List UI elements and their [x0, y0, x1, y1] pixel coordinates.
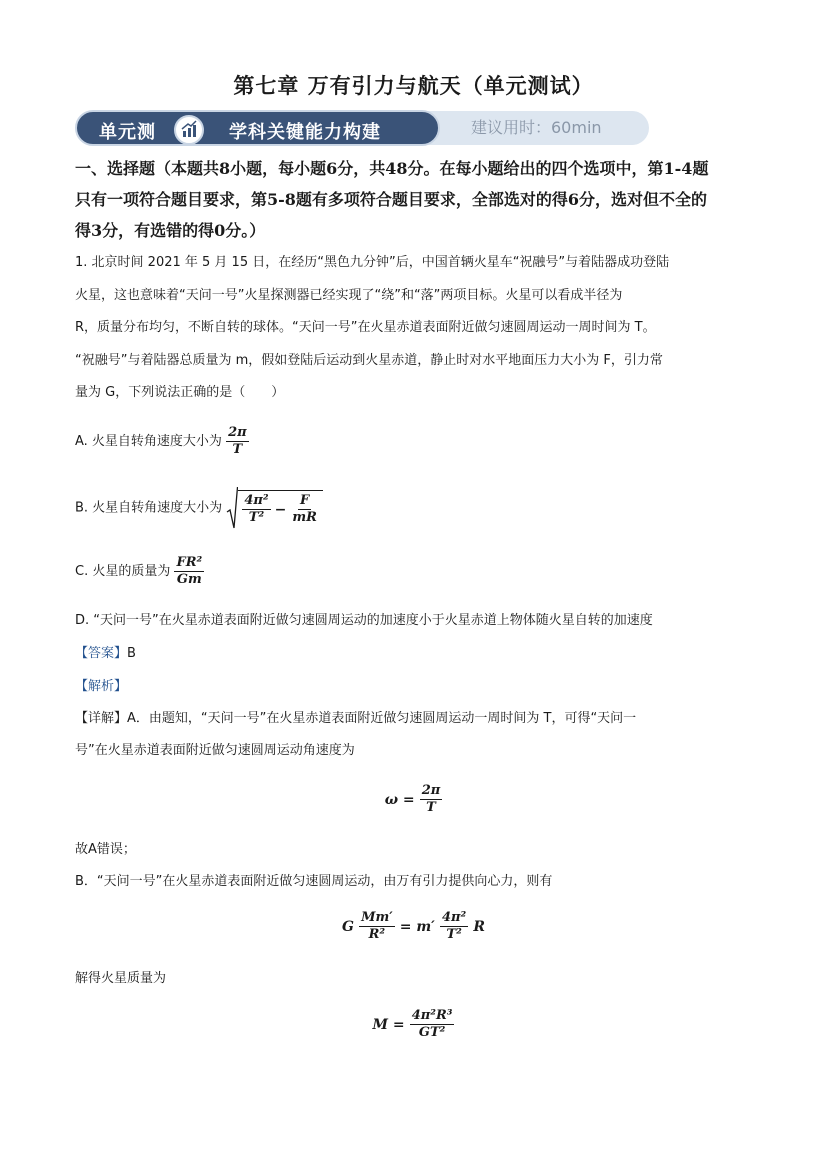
question-line: 火星，这也意味着“天问一号”火星探测器已经实现了“绕”和“落”两项目标。火星可以看成半径为	[75, 288, 623, 303]
square-root	[226, 486, 323, 530]
answer-tag: 【答案】	[75, 646, 128, 661]
equation-g: G	[342, 919, 354, 935]
radical-sign-icon	[226, 486, 238, 530]
numerator: F	[299, 493, 310, 508]
equation-tail: R	[473, 919, 485, 935]
detail-line: 解得火星质量为	[75, 971, 167, 986]
detail-line	[75, 709, 765, 729]
numerator: 4π²	[441, 910, 467, 925]
question-line: 量为 G，下列说法正确的是（ ）	[75, 385, 285, 400]
option-b-text: B. 火星自转角速度大小为	[75, 500, 223, 516]
conclusion-line: 故A错误；	[75, 842, 136, 857]
section-heading-line: 得3分，有选错的得0分。）	[75, 221, 266, 240]
bar-chart-icon	[174, 115, 204, 145]
banner-left-label: 单元测	[99, 122, 156, 143]
option-b	[75, 486, 323, 530]
fraction	[359, 910, 395, 943]
section-heading-line: 一、选择题（本题共8小题，每小题6分，共48分。在每小题给出的四个选项中，第1-4题	[75, 159, 709, 178]
suggested-time: 建议用时：60min	[471, 118, 602, 137]
fraction	[242, 493, 270, 526]
denominator: R²	[368, 927, 386, 942]
numerator: 4π²R³	[411, 1008, 453, 1023]
detail-line: B．“天问一号”在火星赤道表面附近做匀速圆周运动，由万有引力提供向心力，则有	[75, 874, 553, 889]
fraction	[174, 555, 204, 588]
answer-value: B	[127, 646, 136, 661]
equation-mass	[0, 1008, 827, 1041]
denominator: mR	[292, 510, 317, 525]
section-heading-line: 只有一项符合题目要求，第5-8题有多项符合题目要求，全部选对的得6分，选对但不全的	[75, 190, 708, 209]
option-c-text: C. 火星的质量为	[75, 564, 171, 579]
fraction	[440, 910, 468, 943]
fraction	[410, 1008, 455, 1041]
detail-tag: 【详解】	[75, 711, 128, 726]
denominator: GT²	[418, 1025, 446, 1040]
detail-line: 号”在火星赤道表面附近做匀速圆周运动角速度为	[75, 743, 355, 758]
analysis-tag: 【解析】	[75, 679, 128, 694]
page-title: 第七章 万有引力与航天（单元测试）	[233, 73, 594, 98]
fraction	[226, 425, 249, 458]
answer-line	[75, 644, 765, 664]
denominator: T	[426, 800, 436, 815]
option-a	[75, 425, 249, 458]
banner-right-label: 学科关键能力构建	[229, 122, 381, 143]
equation-mid: = m′	[399, 919, 435, 935]
numerator: Mm′	[361, 910, 393, 925]
option-c	[75, 555, 204, 588]
detail-text: A．由题知，“天问一号”在火星赤道表面附近做匀速圆周运动一周时间为 T，可得“天问一	[127, 711, 637, 726]
section-heading	[75, 153, 765, 246]
numerator: 2π	[421, 783, 441, 798]
question-line: “祝融号”与着陆器总质量为 m，假如登陆后运动到火星赤道，静止时对水平地面压力大小为 F，引力常	[75, 353, 663, 368]
equation-omega	[0, 783, 827, 816]
analysis-line	[75, 677, 765, 697]
minus-sign: −	[274, 501, 287, 518]
numerator: 2π	[228, 425, 247, 440]
section-banner	[75, 107, 650, 149]
denominator: Gm	[176, 572, 202, 587]
fraction	[290, 493, 319, 526]
equation-lhs: M =	[372, 1017, 405, 1033]
option-d: D. “天问一号”在火星赤道表面附近做匀速圆周运动的加速度小于火星赤道上物体随火星自转的加速度	[75, 613, 653, 628]
radicand	[238, 490, 323, 526]
question-line: R，质量分布均匀，不断自转的球体。“天问一号”在火星赤道表面附近做匀速圆周运动一周时间为 T。	[75, 320, 656, 335]
option-a-text: A. 火星自转角速度大小为	[75, 434, 222, 449]
fraction	[420, 783, 443, 816]
equation-lhs: ω =	[384, 792, 415, 808]
question-line: 1. 北京时间 2021 年 5 月 15 日，在经历“黑色九分钟”后，中国首辆火星车“祝融号”与着陆器成功登陆	[75, 255, 670, 270]
equation-gravity	[0, 910, 827, 943]
denominator: T²	[248, 510, 265, 525]
numerator: 4π²	[244, 493, 269, 508]
denominator: T	[232, 442, 243, 457]
denominator: T²	[446, 927, 462, 942]
banner-label-bar	[75, 110, 440, 146]
numerator: FR²	[176, 555, 203, 570]
